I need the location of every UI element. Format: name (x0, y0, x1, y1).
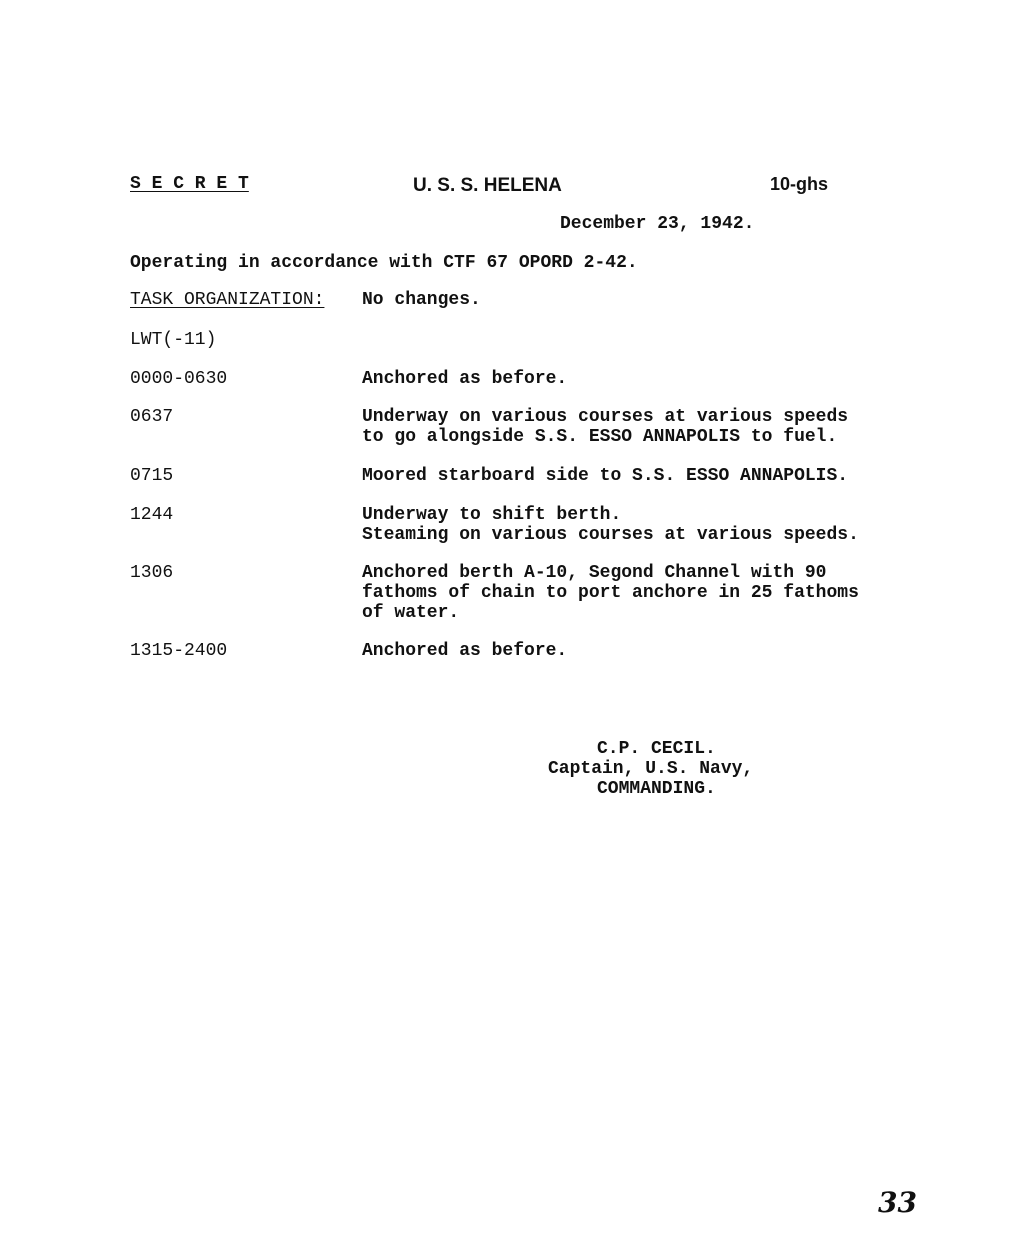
entry-line: Anchored berth A-10, Segond Channel with 90 (362, 563, 827, 583)
task-organization-label: TASK ORGANIZATION: (130, 290, 325, 310)
entry-line: Anchored as before. (362, 369, 568, 389)
entry-description (362, 466, 982, 486)
ship-name: U. S. S. HELENA (413, 175, 562, 196)
entry-line: Moored starboard side to S.S. ESSO ANNAPOLIS. (362, 466, 849, 486)
page-number: 33 (878, 1186, 917, 1219)
entry-time: 0000-0630 (130, 369, 228, 389)
entry-line: Underway to shift berth. (362, 505, 622, 525)
entry-time: 1306 (130, 563, 174, 583)
operating-orders: Operating in accordance with CTF 67 OPORD 2-42. (130, 253, 638, 273)
entry-description (362, 505, 982, 545)
signature-rank: Captain, U.S. Navy, (548, 759, 754, 779)
entry-line: of water. (362, 603, 460, 623)
file-code: 10-ghs (770, 174, 829, 194)
entry-line: fathoms of chain to port anchore in 25 fathoms (362, 583, 859, 603)
classification-mark: S E C R E T (130, 174, 249, 194)
entry-description (362, 407, 982, 447)
entry-time: 0715 (130, 466, 174, 486)
signature-name: C.P. CECIL. (597, 739, 716, 759)
entry-time: 0637 (130, 407, 174, 427)
entry-description (362, 369, 982, 389)
log-date: December 23, 1942. (560, 214, 755, 234)
entry-line: to go alongside S.S. ESSO ANNAPOLIS to fuel. (362, 427, 838, 447)
signature-role: COMMANDING. (597, 779, 716, 799)
entry-description (362, 641, 982, 661)
entry-description (362, 563, 982, 623)
entry-line: Underway on various courses at various speeds (362, 407, 849, 427)
entry-line: Anchored as before. (362, 641, 568, 661)
entry-line: Steaming on various courses at various speeds. (362, 525, 859, 545)
entry-time: 1315-2400 (130, 641, 228, 661)
time-zone: LWT(-11) (130, 330, 217, 350)
entry-time: 1244 (130, 505, 174, 525)
task-organization-value: No changes. (362, 290, 481, 310)
